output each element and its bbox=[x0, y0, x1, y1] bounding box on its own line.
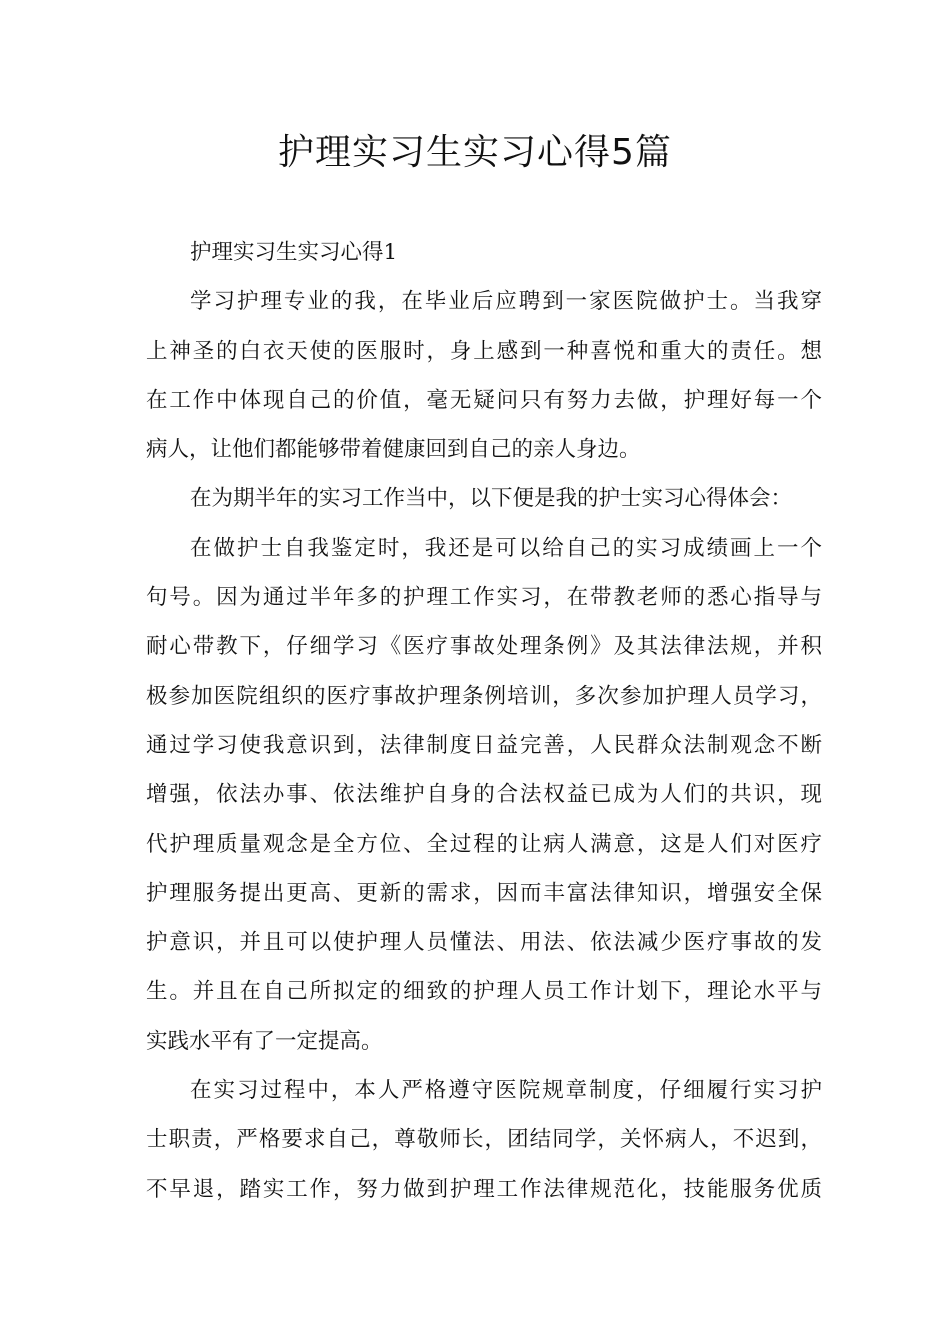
text-line: 在实习过程中，本人严格遵守医院规章制度，仔细履行实习护 bbox=[190, 1078, 822, 1104]
text-line: 在工作中体现自己的价值，毫无疑问只有努力去做，护理好每一个 bbox=[146, 387, 822, 413]
text-line: 上神圣的白衣天使的医服时，身上感到一种喜悦和重大的责任。想 bbox=[146, 338, 822, 364]
text-line: 耐心带教下，仔细学习《医疗事故处理条例》及其法律法规，并积 bbox=[146, 634, 822, 660]
text-line: 病人，让他们都能够带着健康回到自己的亲人身边。 bbox=[146, 437, 641, 463]
text-line: 生。并且在自己所拟定的细致的护理人员工作计划下，理论水平与 bbox=[146, 979, 822, 1005]
document-title: 护理实习生实习心得5篇 bbox=[278, 132, 672, 173]
document-body bbox=[146, 228, 822, 1214]
text-line: 代护理质量观念是全方位、全过程的让病人满意，这是人们对医疗 bbox=[146, 831, 822, 857]
text-line: 护理服务提出更高、更新的需求，因而丰富法律知识，增强安全保 bbox=[146, 880, 822, 906]
text-line: 实践水平有了一定提高。 bbox=[146, 1028, 383, 1054]
text-line: 护意识，并且可以使护理人员懂法、用法、依法减少医疗事故的发 bbox=[146, 930, 822, 956]
text-line: 在为期半年的实习工作当中，以下便是我的护士实习心得体会： bbox=[190, 486, 793, 512]
text-line: 在做护士自我鉴定时，我还是可以给自己的实习成绩画上一个 bbox=[190, 535, 822, 561]
text-line: 不早退，踏实工作，努力做到护理工作法律规范化，技能服务优质 bbox=[146, 1176, 822, 1202]
text-line: 通过学习使我意识到，法律制度日益完善，人民群众法制观念不断 bbox=[146, 732, 822, 758]
section-heading: 护理实习生实习心得1 bbox=[190, 240, 398, 265]
text-line: 句号。因为通过半年多的护理工作实习，在带教老师的悉心指导与 bbox=[146, 585, 822, 611]
text-line: 极参加医院组织的医疗事故护理条例培训，多次参加护理人员学习， bbox=[146, 683, 822, 709]
text-line: 增强，依法办事、依法维护自身的合法权益已成为人们的共识，现 bbox=[146, 782, 822, 808]
text-line: 士职责，严格要求自己，尊敬师长，团结同学，关怀病人，不迟到， bbox=[146, 1127, 822, 1153]
text-line: 学习护理专业的我，在毕业后应聘到一家医院做护士。当我穿 bbox=[190, 289, 822, 315]
